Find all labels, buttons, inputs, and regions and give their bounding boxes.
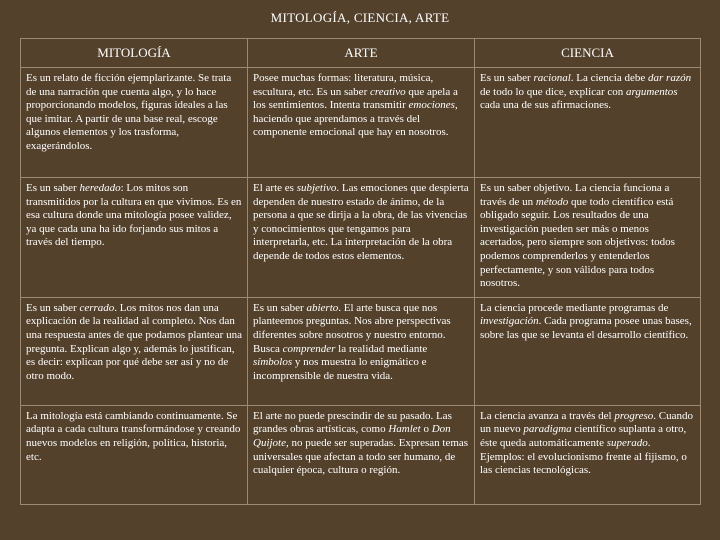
- body-text: de todo lo que dice, explicar con: [480, 85, 627, 98]
- body-text: que todo científico está obligado seguir. Los resultados de una investigación pueden ser más o menos acertados, pero siempre son objetivos: todos podemos comprenderlos y entenderlos perfectamente, y son válidos para todos nosotros.: [480, 195, 675, 290]
- cell-arte: [248, 297, 475, 405]
- cell-ciencia: [475, 405, 701, 504]
- emphasis-text: dar razón: [648, 72, 692, 84]
- body-text: que apela a los sentimientos. Intenta transmitir: [253, 85, 458, 112]
- emphasis-text: progreso: [614, 409, 654, 422]
- body-text: El arte es: [253, 182, 297, 194]
- emphasis-text: Hamlet: [388, 423, 421, 436]
- body-text: . Los mitos nos dan una explicación de la realidad al completo. Nos dan una respuesta antes de que podamos plantear una pregunta. Explican algo y, además lo justifican, es decir: explican por qué debe ser así y no de otro modo.: [26, 301, 242, 382]
- cell-text: [26, 302, 242, 384]
- table-row: [21, 297, 701, 405]
- emphasis-text: heredado: [79, 182, 121, 194]
- cell-text: [253, 72, 469, 140]
- cell-text: [253, 410, 469, 478]
- cell-text: [253, 182, 469, 264]
- body-text: . Cada programa posee unas bases, sobre las que se levanta el desarrollo científico.: [480, 315, 692, 341]
- cell-ciencia: [475, 178, 701, 298]
- body-text: la realidad mediante: [335, 342, 428, 355]
- body-text: Es un relato de ficción ejemplarizante. Se trata de una narración que cuenta algo, y lo hace proporcionando modelos, figuras ideales a las que imitar. A partir de una base real, escoge algunos elementos y los trasforma, exagerándolos.: [26, 72, 232, 152]
- body-text: La mitología está cambiando continuamente. Se adapta a cada cultura transformándose y creando nuevos modelos en religión, política, historia, etc.: [26, 409, 241, 463]
- emphasis-text: cerrado: [79, 301, 115, 314]
- emphasis-text: abierto: [306, 301, 339, 314]
- emphasis-text: Don Quijote: [253, 423, 451, 449]
- body-text: científico suplanta a otro, éste queda automáticamente: [480, 423, 687, 449]
- body-text: . La ciencia debe: [570, 72, 649, 84]
- cell-text: [480, 182, 695, 291]
- cell-text: [480, 302, 695, 343]
- slide-title: MITOLOGÍA, CIENCIA, ARTE: [270, 10, 450, 25]
- header-row: [21, 39, 701, 68]
- cell-arte: [248, 68, 475, 178]
- body-text: La ciencia procede mediante programas de: [480, 301, 669, 314]
- cell-text: [480, 410, 695, 478]
- body-text: Es un saber: [26, 182, 80, 194]
- emphasis-text: subjetivo: [296, 182, 337, 194]
- cell-arte: [248, 405, 475, 504]
- body-text: Es un saber: [26, 301, 80, 314]
- body-text: El arte no puede prescindir de su pasado. Las grandes obras artísticas, como: [253, 409, 452, 436]
- header-arte: ARTE: [248, 39, 475, 68]
- cell-text: [480, 72, 695, 113]
- cell-ciencia: [475, 297, 701, 405]
- body-text: Es un saber: [480, 72, 534, 84]
- body-text: . Cuando un nuevo: [480, 409, 694, 436]
- cell-text: [26, 72, 242, 154]
- table-row: [21, 68, 701, 178]
- cell-text: [253, 302, 469, 384]
- cell-text: [26, 410, 242, 464]
- emphasis-text: creativo: [369, 85, 406, 98]
- cell-mitologia: [21, 178, 248, 298]
- cell-ciencia: [475, 68, 701, 178]
- table-row: [21, 178, 701, 298]
- header-mitologia: MITOLOGÍA: [21, 39, 248, 68]
- comparison-table: [20, 38, 701, 505]
- body-text: Es un saber objetivo. La ciencia funciona a través de un: [480, 182, 670, 208]
- cell-arte: [248, 178, 475, 298]
- body-text: Posee muchas formas: literatura, música, escultura, etc. Es un saber: [253, 72, 434, 98]
- body-text: y nos muestra lo enigmático e incomprensible de nuestra vida.: [253, 356, 427, 382]
- emphasis-text: racional: [533, 72, 571, 84]
- body-text: cada una de sus afirmaciones.: [480, 99, 612, 112]
- header-ciencia: CIENCIA: [475, 39, 701, 68]
- emphasis-text: símbolos: [253, 356, 293, 369]
- emphasis-text: superado: [606, 436, 648, 449]
- body-text: La ciencia avanza a través del: [480, 409, 615, 422]
- cell-mitologia: [21, 68, 248, 178]
- cell-mitologia: [21, 297, 248, 405]
- body-text: . Ejemplos: el evolucionismo frente al fijismo, o las ciencias tecnológicas.: [480, 436, 687, 477]
- body-text: . Las emociones que despierta dependen de nuestro estado de ánimo, de la persona a que se dirija a la obra, de las vivencias y conocimientos que tengamos para interpretarla, etc. La interpretación de la obra depende de todos estos elementos.: [253, 182, 469, 262]
- body-text: , no puede ser superadas. Expresan temas universales que afectan a todo ser humano, de cualquier época, cultura o región.: [253, 436, 469, 477]
- cell-text: [26, 182, 242, 250]
- body-text: o: [420, 423, 432, 436]
- emphasis-text: emociones: [408, 99, 455, 112]
- emphasis-text: argumentos: [626, 85, 678, 98]
- body-text: . El arte busca que nos planteemos preguntas. Nos abre perspectivas diferentes sobre nosotros y nuestro entorno. Busca: [253, 301, 451, 355]
- emphasis-text: investigación: [480, 315, 539, 328]
- emphasis-text: método: [535, 195, 569, 208]
- emphasis-text: paradigma: [523, 423, 572, 436]
- body-text: Es un saber: [253, 301, 307, 314]
- body-text: : Los mitos son transmitidos por la cultura en que vivimos. Es en esa cultura donde una mitología posee validez, ya que cada una ha ido forjando sus mitos a través del tiempo.: [26, 182, 242, 249]
- cell-mitologia: [21, 405, 248, 504]
- table-row: [21, 405, 701, 504]
- body-text: , haciendo que aprendamos a través del componente emocional que hay en nosotros.: [253, 99, 458, 139]
- emphasis-text: comprender: [282, 342, 336, 355]
